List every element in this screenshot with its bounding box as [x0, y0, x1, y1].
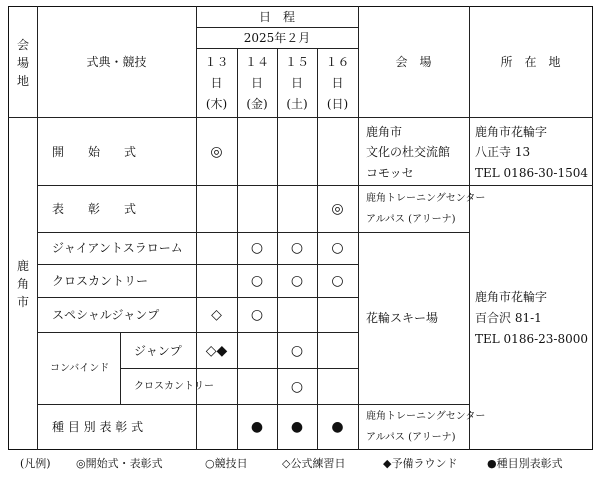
row-line-5: [37, 332, 358, 333]
row-cross-label: クロスカントリー: [52, 274, 149, 288]
row-giant-label: ジャイアントスラローム: [52, 241, 183, 255]
venue-1-line-2: 文化の杜交流館: [366, 145, 451, 159]
legend-title: (凡例): [20, 457, 51, 470]
header-venue: 会 場: [395, 55, 432, 69]
mark-special-14: ○: [250, 307, 264, 323]
venue-line-3: [358, 404, 469, 405]
address-2-line-1: 鹿角市花輪字: [475, 290, 548, 304]
venue-4-line-1: 鹿角トレーニングセンター: [366, 411, 486, 422]
legend-item-event-award: ●種目別表彰式: [487, 457, 563, 470]
mark-special-13: ◇: [211, 307, 222, 323]
mark-comb-cross-15: ○: [290, 379, 304, 395]
header-event: 式典・競技: [86, 55, 147, 69]
row-line-1: [37, 185, 358, 186]
header-divider: [8, 117, 593, 118]
row-line-6: [120, 368, 358, 369]
venue-1-line-1: 鹿角市: [366, 125, 403, 139]
row-combined-label: コンバインド: [50, 363, 110, 374]
mark-event-award-16: ●: [331, 419, 344, 435]
mark-comb-jump-15: ○: [290, 343, 304, 359]
border-right: [592, 6, 593, 450]
day-14-dow: (金): [246, 97, 268, 111]
col-line-1: [37, 6, 38, 450]
legend-item-reserve: ◆予備ラウンド: [383, 457, 458, 470]
row-award-label: 表 彰 式: [52, 202, 137, 216]
row-event-award-label: 種 目 別 表 彰 式: [52, 420, 144, 434]
header-year-month: 2025年２月: [243, 31, 311, 45]
combined-divider: [120, 332, 121, 404]
mark-cross-14: ○: [250, 273, 264, 289]
row-special-label: スペシャルジャンプ: [52, 308, 160, 322]
day-13-dow: (木): [205, 97, 228, 111]
mark-event-award-15: ●: [290, 419, 304, 435]
day-13-unit: 日: [210, 76, 223, 90]
venue-2-line-1: 鹿角トレーニングセンター: [366, 193, 486, 204]
address-2-line-3: TEL 0186-23-8000: [475, 332, 589, 346]
day-16-dow: (日): [326, 97, 349, 111]
mark-comb-jump-13: ◇◆: [205, 343, 228, 359]
col-line-6: [358, 6, 359, 450]
row-line-3: [37, 264, 358, 265]
border-top: [8, 6, 593, 7]
day-15-unit: 日: [290, 76, 303, 90]
row-opening-label: 開 始 式: [52, 145, 137, 159]
venue-3: 花輪スキー場: [366, 311, 439, 325]
address-1-line-3: TEL 0186-30-1504: [475, 166, 589, 180]
row-line-7: [37, 404, 358, 405]
venue-line-1: [358, 185, 593, 186]
header-address: 所 在 地: [500, 55, 561, 69]
day-14-unit: 日: [250, 76, 263, 90]
day-16-unit: 日: [331, 76, 344, 90]
day-13-num: １３: [204, 55, 229, 69]
mark-cross-15: ○: [290, 273, 304, 289]
mark-giant-14: ○: [250, 240, 264, 256]
mark-cross-16: ○: [331, 273, 344, 289]
header-schedule: 日 程: [258, 10, 295, 24]
header-venue-area: 会場地: [16, 38, 29, 88]
venue-line-2: [358, 232, 469, 233]
row-line-4: [37, 297, 358, 298]
col-line-7: [469, 6, 470, 450]
schedule-title-divider: [196, 27, 358, 28]
row-comb-cross-label: クロスカントリー: [134, 381, 214, 392]
venue-1-line-3: コモッセ: [366, 166, 414, 180]
address-2-line-2: 百合沢 81-1: [475, 311, 542, 325]
row-line-2: [37, 232, 358, 233]
day-15-num: １５: [284, 55, 309, 69]
day-15-dow: (土): [286, 97, 308, 111]
mark-giant-15: ○: [290, 240, 304, 256]
mark-event-award-14: ●: [250, 419, 264, 435]
region-label: 鹿角市: [16, 259, 29, 309]
day-14-num: １４: [244, 55, 269, 69]
address-1-line-2: 八正寺 13: [475, 145, 531, 159]
border-left: [8, 6, 9, 450]
mark-opening-13: ◎: [210, 144, 223, 160]
legend-item-competition: ○競技日: [205, 457, 248, 470]
venue-2-line-2: アルパス (アリーナ): [366, 214, 456, 225]
legend-item-practice: ◇公式練習日: [282, 457, 346, 470]
legend-item-opening: ◎開始式・表彰式: [76, 457, 163, 470]
address-1-line-1: 鹿角市花輪字: [475, 125, 548, 139]
day-16-num: １６: [325, 55, 350, 69]
mark-award-16: ◎: [331, 201, 344, 217]
row-comb-jump-label: ジャンプ: [134, 344, 182, 358]
mark-giant-16: ○: [331, 240, 344, 256]
venue-4-line-2: アルパス (アリーナ): [366, 432, 456, 443]
border-bottom: [8, 449, 593, 450]
